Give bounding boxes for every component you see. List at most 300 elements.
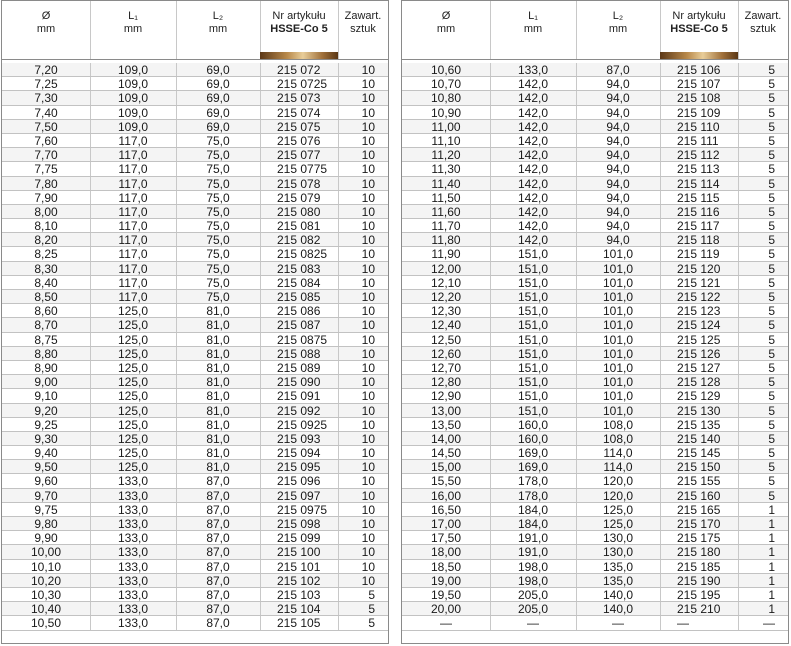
table-header xyxy=(2,1,388,60)
cell-l1: 198,0 xyxy=(517,559,549,574)
cell-diameter: 12,80 xyxy=(430,375,462,390)
cell-quantity: 10 xyxy=(361,290,375,304)
cell-diameter: 10,80 xyxy=(430,91,462,106)
cell-l2: 101,0 xyxy=(602,261,634,276)
cell-l2: 108,0 xyxy=(602,417,634,432)
cell-quantity: 10 xyxy=(361,488,375,503)
cell-diameter: 9,30 xyxy=(34,431,58,446)
cell-l1: 151,0 xyxy=(517,290,549,304)
cell-diameter: 9,40 xyxy=(34,446,58,461)
cell-article-number: 215 195 xyxy=(677,587,721,602)
header-l1: L₁ mm xyxy=(523,10,543,35)
table-row xyxy=(402,517,788,531)
cell-l1: 117,0 xyxy=(118,290,148,304)
table-row xyxy=(2,545,388,559)
cell-article-number: 215 088 xyxy=(277,346,321,361)
table-row xyxy=(402,91,788,105)
cell-l2: 94,0 xyxy=(606,233,630,248)
cell-l1: 142,0 xyxy=(517,176,549,191)
cell-diameter: 15,50 xyxy=(430,474,462,489)
cell-quantity: 5 xyxy=(768,190,775,205)
table-row xyxy=(402,333,788,347)
cell-l2: 94,0 xyxy=(606,91,630,106)
cell-l1: 117,0 xyxy=(118,233,148,248)
cell-diameter: 12,40 xyxy=(430,318,462,333)
cell-article-number: 215 0825 xyxy=(277,247,328,262)
table-row xyxy=(2,404,388,418)
cell-diameter: 14,50 xyxy=(430,446,462,461)
cell-l2: 94,0 xyxy=(606,190,630,205)
cell-quantity: 10 xyxy=(361,91,375,106)
cell-article-number: 215 104 xyxy=(277,602,321,617)
cell-l1: 151,0 xyxy=(517,375,549,390)
header-quantity: Zawart. sztuk xyxy=(744,10,782,35)
cell-l1: 160,0 xyxy=(517,417,549,432)
cell-l1: 117,0 xyxy=(118,176,148,191)
cell-diameter: 8,00 xyxy=(34,204,58,219)
cell-l1: 151,0 xyxy=(517,247,549,262)
header-quantity: Zawart. sztuk xyxy=(344,10,382,35)
cell-l1: 117,0 xyxy=(118,162,148,177)
cell-quantity: 1 xyxy=(768,573,775,588)
cell-l1: 109,0 xyxy=(117,77,149,92)
cell-quantity: 10 xyxy=(361,247,375,262)
cell-l2: 101,0 xyxy=(602,275,634,290)
cell-diameter: 8,75 xyxy=(34,332,58,347)
table-row xyxy=(402,106,788,120)
cell-diameter: 9,50 xyxy=(34,460,58,475)
cell-l2: 130,0 xyxy=(602,531,634,546)
cell-article-number: 215 120 xyxy=(677,261,721,276)
cell-l2: 101,0 xyxy=(602,247,634,262)
cell-quantity: 10 xyxy=(361,573,375,588)
cell-l1: 117,0 xyxy=(118,133,148,148)
table-row xyxy=(2,219,388,233)
cell-l1: 142,0 xyxy=(517,190,549,205)
cell-l1: 125,0 xyxy=(117,403,149,418)
cell-l1: 133,0 xyxy=(117,488,149,503)
cell-diameter: 9,90 xyxy=(34,531,58,546)
cell-l2: 87,0 xyxy=(206,474,230,489)
cell-article-number: 215 077 xyxy=(277,148,321,163)
cell-diameter: 9,60 xyxy=(34,474,58,489)
cell-diameter: 13,50 xyxy=(430,417,462,432)
cell-l2: 81,0 xyxy=(206,417,230,432)
cell-l1: 205,0 xyxy=(517,587,549,602)
cell-diameter: 10,10 xyxy=(30,559,62,574)
cell-quantity: 5 xyxy=(768,403,775,418)
cell-article-number: 215 0775 xyxy=(277,162,328,177)
cell-l2: 94,0 xyxy=(606,119,630,134)
cell-l1: 198,0 xyxy=(517,573,549,588)
cell-l2: 130,0 xyxy=(602,545,634,560)
table-row xyxy=(2,574,388,588)
table-row xyxy=(2,134,388,148)
cell-l1: 169,0 xyxy=(517,460,549,475)
cell-l2: 69,0 xyxy=(206,105,230,120)
table-row xyxy=(402,361,788,375)
cell-l2: 75,0 xyxy=(206,233,230,248)
cell-diameter: 10,00 xyxy=(30,545,62,560)
header-l2: L₂ mm xyxy=(608,10,628,35)
cell-quantity: 5 xyxy=(768,105,775,120)
cell-l2: 69,0 xyxy=(206,119,230,134)
cell-quantity: 5 xyxy=(768,148,775,163)
header-article-number: Nr artykułu HSSE-Co 5 xyxy=(260,1,338,59)
cell-article-number: 215 122 xyxy=(677,290,721,304)
cell-quantity: 10 xyxy=(361,502,375,517)
cell-article-number: 215 107 xyxy=(677,77,721,92)
cell-l2: 87,0 xyxy=(206,559,230,574)
table-row xyxy=(2,432,388,446)
cell-quantity: 5 xyxy=(768,275,775,290)
cell-l2: 87,0 xyxy=(206,531,230,546)
cell-l2: 69,0 xyxy=(206,63,230,77)
cell-diameter: — xyxy=(440,616,452,631)
cell-article-number: 215 087 xyxy=(277,318,321,333)
table-row xyxy=(2,602,388,616)
table-row xyxy=(2,489,388,503)
cell-article-number: 215 090 xyxy=(277,375,321,390)
cell-article-number: 215 105 xyxy=(277,616,321,631)
cell-article-number: 215 185 xyxy=(677,559,721,574)
cell-l2: 87,0 xyxy=(206,488,230,503)
cell-quantity: 5 xyxy=(768,233,775,248)
cell-article-number: 215 110 xyxy=(677,119,720,134)
cell-l1: 117,0 xyxy=(118,190,148,205)
cell-quantity: 10 xyxy=(361,190,375,205)
header-article-number: Nr artykułu HSSE-Co 5 xyxy=(660,1,738,59)
cell-article-number: 215 125 xyxy=(677,332,721,347)
cell-l2: 120,0 xyxy=(602,474,634,489)
cell-diameter: 12,20 xyxy=(430,290,462,304)
cell-article-number: 215 130 xyxy=(677,403,721,418)
cell-diameter: 10,30 xyxy=(30,587,62,602)
table-row xyxy=(402,545,788,559)
cell-diameter: 7,60 xyxy=(34,133,58,148)
cell-diameter: 14,00 xyxy=(430,431,462,446)
cell-article-number: 215 180 xyxy=(677,545,721,560)
bronze-accent-bar xyxy=(660,52,738,59)
cell-l2: 114,0 xyxy=(603,446,633,461)
table-row xyxy=(402,460,788,474)
cell-quantity: 10 xyxy=(361,545,375,560)
cell-l2: 135,0 xyxy=(602,559,634,574)
cell-diameter: 9,20 xyxy=(34,403,58,418)
cell-quantity: 5 xyxy=(368,616,375,631)
cell-article-number: 215 170 xyxy=(677,517,721,531)
table-row xyxy=(402,247,788,261)
cell-quantity: 10 xyxy=(361,219,375,234)
table-row xyxy=(402,120,788,134)
cell-diameter: 20,00 xyxy=(430,602,462,617)
table-row xyxy=(402,162,788,176)
cell-article-number: 215 124 xyxy=(677,318,721,333)
cell-diameter: 8,10 xyxy=(34,219,58,234)
cell-quantity: 1 xyxy=(768,602,775,617)
cell-l2: 101,0 xyxy=(602,389,634,404)
cell-l2: 81,0 xyxy=(206,318,230,333)
table-row xyxy=(2,474,388,488)
cell-l2: 101,0 xyxy=(602,318,634,333)
cell-diameter: 7,20 xyxy=(34,63,58,77)
cell-article-number: 215 145 xyxy=(677,446,721,461)
cell-article-number: 215 210 xyxy=(677,602,721,617)
cell-l2: 81,0 xyxy=(206,460,230,475)
cell-l1: 133,0 xyxy=(117,602,149,617)
table-row xyxy=(402,148,788,162)
cell-l1: 178,0 xyxy=(517,488,549,503)
cell-quantity: 10 xyxy=(361,304,375,319)
cell-diameter: 7,30 xyxy=(34,91,58,106)
cell-l2: 94,0 xyxy=(606,133,630,148)
cell-quantity: — xyxy=(763,616,775,631)
cell-l2: 120,0 xyxy=(602,488,634,503)
cell-quantity: 10 xyxy=(361,346,375,361)
cell-article-number: 215 119 xyxy=(677,247,720,262)
table-row xyxy=(2,588,388,602)
cell-quantity: 10 xyxy=(361,148,375,163)
cell-l1: 117,0 xyxy=(118,247,148,262)
cell-quantity: 10 xyxy=(361,133,375,148)
table-row xyxy=(402,489,788,503)
cell-l2: 125,0 xyxy=(602,502,634,517)
cell-diameter: 8,25 xyxy=(34,247,58,262)
cell-l2: 81,0 xyxy=(206,389,230,404)
table-row xyxy=(2,233,388,247)
cell-l1: 151,0 xyxy=(517,304,549,319)
cell-l1: 133,0 xyxy=(117,474,149,489)
cell-article-number: 215 113 xyxy=(677,162,720,177)
table-row xyxy=(402,205,788,219)
cell-l1: 142,0 xyxy=(517,133,549,148)
cell-l2: 75,0 xyxy=(206,148,230,163)
table-row xyxy=(402,404,788,418)
cell-quantity: 10 xyxy=(361,474,375,489)
table-row xyxy=(402,616,788,630)
cell-quantity: 5 xyxy=(768,460,775,475)
cell-l2: 81,0 xyxy=(206,431,230,446)
cell-l1: 109,0 xyxy=(117,91,149,106)
cell-l2: 81,0 xyxy=(206,375,230,390)
header-l1: L₁ mm xyxy=(123,10,143,35)
cell-diameter: 9,80 xyxy=(34,517,58,531)
cell-l1: 125,0 xyxy=(117,431,149,446)
cell-l1: 178,0 xyxy=(517,474,549,489)
cell-diameter: 7,25 xyxy=(34,77,58,92)
cell-quantity: 10 xyxy=(361,162,375,177)
cell-l1: 151,0 xyxy=(517,360,549,375)
cell-article-number: 215 096 xyxy=(277,474,321,489)
cell-quantity: 10 xyxy=(361,105,375,120)
cell-quantity: 5 xyxy=(768,346,775,361)
cell-diameter: 9,70 xyxy=(34,488,58,503)
cell-l1: 117,0 xyxy=(118,219,148,234)
cell-quantity: 5 xyxy=(768,332,775,347)
cell-l1: 142,0 xyxy=(517,148,549,163)
cell-l1: 160,0 xyxy=(517,431,549,446)
table-row xyxy=(402,63,788,77)
cell-l2: 75,0 xyxy=(206,290,230,304)
cell-diameter: 11,80 xyxy=(431,233,461,248)
cell-quantity: 10 xyxy=(361,559,375,574)
cell-quantity: 10 xyxy=(361,389,375,404)
table-row xyxy=(2,446,388,460)
table-row xyxy=(2,460,388,474)
cell-l2: 87,0 xyxy=(206,602,230,617)
cell-diameter: 16,00 xyxy=(430,488,462,503)
cell-quantity: 10 xyxy=(361,531,375,546)
table-row xyxy=(2,389,388,403)
cell-l1: 142,0 xyxy=(517,219,549,234)
cell-quantity: 10 xyxy=(361,375,375,390)
cell-diameter: 16,50 xyxy=(430,502,462,517)
cell-article-number: 215 0975 xyxy=(277,502,328,517)
cell-l1: 117,0 xyxy=(118,275,148,290)
cell-diameter: 11,90 xyxy=(431,247,461,262)
cell-l1: 151,0 xyxy=(517,403,549,418)
table-row xyxy=(402,446,788,460)
cell-diameter: 13,00 xyxy=(430,403,462,418)
cell-l2: 81,0 xyxy=(206,360,230,375)
table-row xyxy=(2,77,388,91)
cell-quantity: 5 xyxy=(768,290,775,304)
cell-diameter: 12,70 xyxy=(430,360,462,375)
cell-diameter: 19,00 xyxy=(430,573,462,588)
table-row xyxy=(2,517,388,531)
cell-l2: 75,0 xyxy=(206,133,230,148)
cell-diameter: 10,60 xyxy=(430,63,462,77)
cell-article-number: 215 127 xyxy=(677,360,721,375)
cell-l2: 94,0 xyxy=(606,176,630,191)
table-row xyxy=(402,77,788,91)
cell-l1: 142,0 xyxy=(517,119,549,134)
cell-article-number: 215 072 xyxy=(277,63,321,77)
cell-diameter: 8,40 xyxy=(34,275,58,290)
cell-l1: 117,0 xyxy=(118,204,148,219)
cell-quantity: 5 xyxy=(768,119,775,134)
table-row xyxy=(2,162,388,176)
cell-article-number: 215 081 xyxy=(277,219,321,234)
cell-quantity: 1 xyxy=(768,502,775,517)
cell-diameter: 7,70 xyxy=(34,148,58,163)
table-body-left xyxy=(2,63,388,631)
cell-article-number: 215 114 xyxy=(677,176,720,191)
cell-l2: 94,0 xyxy=(606,105,630,120)
cell-diameter: 10,90 xyxy=(430,105,462,120)
cell-quantity: 5 xyxy=(768,247,775,262)
table-row xyxy=(2,191,388,205)
table-right xyxy=(401,0,789,644)
cell-quantity: 5 xyxy=(368,602,375,617)
cell-article-number: 215 160 xyxy=(677,488,721,503)
cell-quantity: 10 xyxy=(361,119,375,134)
cell-diameter: 11,70 xyxy=(431,219,461,234)
cell-l2: 75,0 xyxy=(206,176,230,191)
cell-quantity: 5 xyxy=(768,417,775,432)
cell-diameter: 12,90 xyxy=(430,389,462,404)
cell-l2: 69,0 xyxy=(206,77,230,92)
table-row xyxy=(402,602,788,616)
cell-l1: 142,0 xyxy=(517,204,549,219)
cell-diameter: 10,70 xyxy=(430,77,462,92)
cell-quantity: 10 xyxy=(361,446,375,461)
table-header xyxy=(402,1,788,60)
cell-l1: 151,0 xyxy=(517,346,549,361)
cell-l1: 184,0 xyxy=(517,517,549,531)
cell-diameter: 7,80 xyxy=(34,176,58,191)
cell-l2: 94,0 xyxy=(606,204,630,219)
cell-article-number: 215 074 xyxy=(277,105,321,120)
cell-article-number: 215 083 xyxy=(277,261,321,276)
cell-article-number: 215 102 xyxy=(277,573,321,588)
cell-diameter: 12,10 xyxy=(430,275,462,290)
cell-l2: 81,0 xyxy=(206,446,230,461)
cell-l1: 191,0 xyxy=(517,531,549,546)
header-diameter: Ø mm xyxy=(36,10,56,35)
cell-l2: 81,0 xyxy=(206,346,230,361)
cell-l1: 169,0 xyxy=(517,446,549,461)
cell-article-number: 215 095 xyxy=(277,460,321,475)
cell-diameter: 8,30 xyxy=(34,261,58,276)
cell-l1: 133,0 xyxy=(117,573,149,588)
table-row xyxy=(2,148,388,162)
table-row xyxy=(402,432,788,446)
cell-article-number: 215 126 xyxy=(677,346,721,361)
cell-article-number: 215 0875 xyxy=(277,332,328,347)
cell-quantity: 5 xyxy=(768,318,775,333)
cell-diameter: 10,40 xyxy=(30,602,62,617)
cell-l1: 151,0 xyxy=(517,275,549,290)
cell-article-number: 215 111 xyxy=(677,133,719,148)
table-row xyxy=(2,290,388,304)
cell-quantity: 1 xyxy=(768,517,775,531)
cell-quantity: 5 xyxy=(768,176,775,191)
cell-article-number: 215 190 xyxy=(677,573,721,588)
cell-diameter: 10,50 xyxy=(30,616,62,631)
table-row xyxy=(402,304,788,318)
cell-diameter: 11,30 xyxy=(431,162,461,177)
cell-diameter: 8,90 xyxy=(34,360,58,375)
cell-l1: 142,0 xyxy=(517,77,549,92)
table-row xyxy=(402,191,788,205)
cell-article-number: 215 075 xyxy=(277,119,321,134)
cell-diameter: 10,20 xyxy=(30,573,62,588)
cell-l2: 81,0 xyxy=(206,304,230,319)
table-row xyxy=(402,262,788,276)
cell-l1: 125,0 xyxy=(117,332,149,347)
cell-quantity: 10 xyxy=(361,233,375,248)
cell-l2: 87,0 xyxy=(206,587,230,602)
cell-article-number: 215 089 xyxy=(277,360,321,375)
cell-diameter: 11,40 xyxy=(431,176,461,191)
cell-diameter: 11,10 xyxy=(431,133,461,148)
cell-article-number: 215 091 xyxy=(277,389,321,404)
cell-quantity: 1 xyxy=(768,531,775,546)
table-row xyxy=(2,91,388,105)
cell-quantity: 10 xyxy=(361,204,375,219)
cell-l2: 87,0 xyxy=(206,517,230,531)
cell-article-number: 215 084 xyxy=(277,275,321,290)
cell-l2: 140,0 xyxy=(602,602,634,617)
cell-l2: 75,0 xyxy=(206,275,230,290)
cell-l1: 151,0 xyxy=(517,318,549,333)
cell-l1: 142,0 xyxy=(517,162,549,177)
table-row xyxy=(2,177,388,191)
cell-article-number: 215 086 xyxy=(277,304,321,319)
cell-l1: 117,0 xyxy=(118,148,148,163)
cell-diameter: 19,50 xyxy=(430,587,462,602)
